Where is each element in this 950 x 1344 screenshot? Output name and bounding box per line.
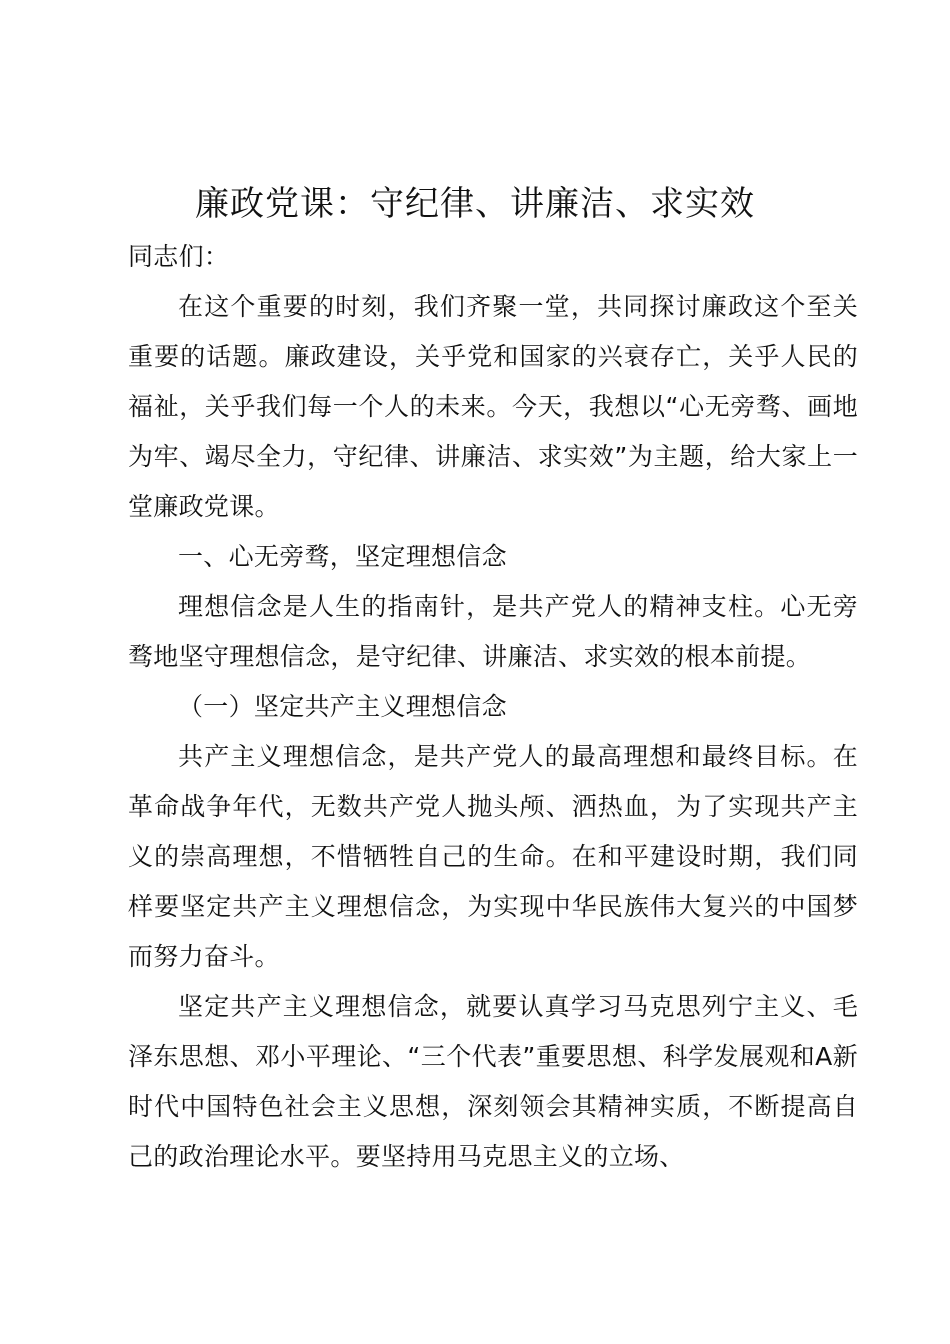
subsection-heading-1: （一）坚定共产主义理想信念 <box>178 692 507 721</box>
document-body <box>128 282 858 1182</box>
paragraph-subsection-1a: 共产主义理想信念，是共产党人的最高理想和最终目标。在革命战争年代，无数共产党人抛头颅、洒热血，为了实现共产主义的崇高理想，不惜牺牲自己的生命。在和平建设时期，我们同样要坚定共产主义理想信念，为实现中华民族伟大复兴的中国梦而努力奋斗。 <box>128 742 858 971</box>
paragraph-subsection-1b: 坚定共产主义理想信念，就要认真学习马克思列宁主义、毛泽东思想、邓小平理论、“三个代表”重要思想、科学发展观和A新时代中国特色社会主义思想，深刻领会其精神实质，不断提高自己的政治理论水平。要坚持用马克思主义的立场、 <box>128 992 858 1171</box>
paragraph-section-1: 理想信念是人生的指南针，是共产党人的精神支柱。心无旁骛地坚守理想信念，是守纪律、讲廉洁、求实效的根本前提。 <box>128 592 858 671</box>
section-heading-1: 一、心无旁骛，坚定理想信念 <box>178 542 507 571</box>
paragraph-intro: 在这个重要的时刻，我们齐聚一堂，共同探讨廉政这个至关重要的话题。廉政建设，关乎党和国家的兴衰存亡，关乎人民的福祉，关乎我们每一个人的未来。今天，我想以“心无旁骛、画地为牢、竭尽全力，守纪律、讲廉洁、求实效”为主题，给大家上一堂廉政党课。 <box>128 292 858 521</box>
greeting: 同志们： <box>128 242 230 271</box>
document-title: 廉政党课：守纪律、讲廉洁、求实效 <box>195 184 755 224</box>
